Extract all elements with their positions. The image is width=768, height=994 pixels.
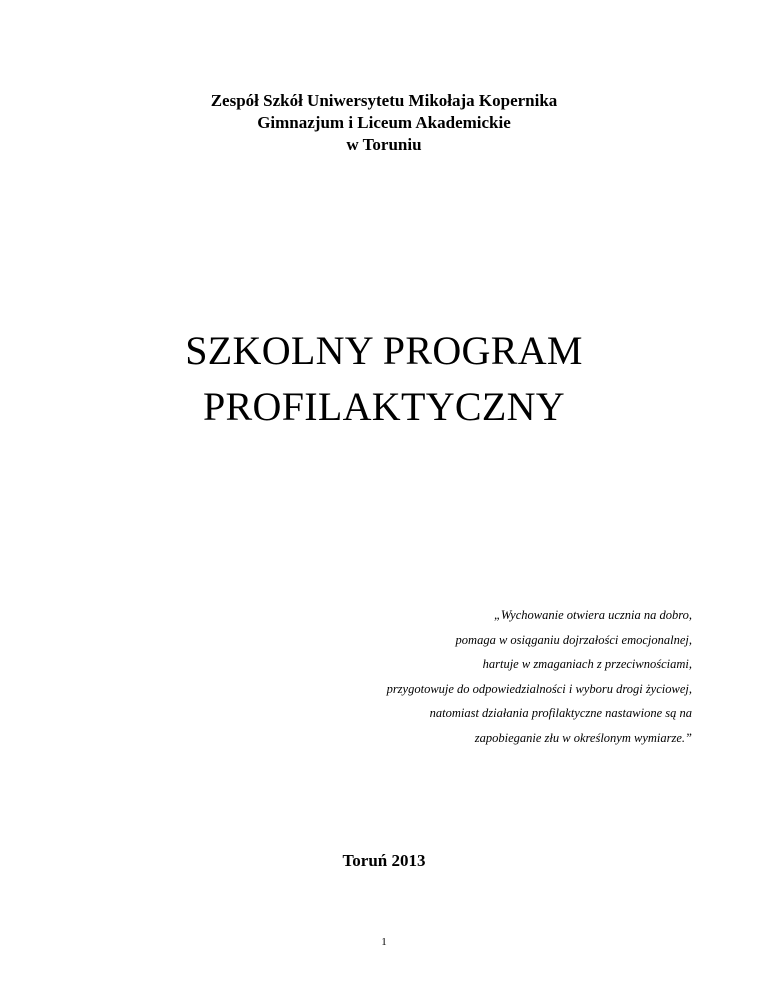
quote-line-3: hartuje w zmaganiach z przeciwnościami, <box>482 657 692 671</box>
title-line-2: PROFILAKTYCZNY <box>203 384 565 429</box>
epigraph-quote <box>172 603 692 750</box>
page-number: 1 <box>381 936 387 948</box>
institution-name-line: Zespół Szkół Uniwersytetu Mikołaja Kopernika <box>210 91 558 110</box>
quote-line-1: „Wychowanie otwiera ucznia na dobro, <box>493 608 692 622</box>
quote-line-5: natomiast działania profilaktyczne nastawione są na <box>429 706 692 720</box>
city-line: w Toruniu <box>346 135 422 154</box>
quote-line-4: przygotowuje do odpowiedzialności i wyboru drogi życiowej, <box>386 681 692 696</box>
title-line-1: SZKOLNY PROGRAM <box>185 328 583 373</box>
document-title <box>0 323 768 435</box>
place-and-date: Toruń 2013 <box>342 851 426 870</box>
institution-header <box>0 90 768 156</box>
quote-line-6: zapobieganie złu w określonym wymiarze.” <box>474 730 692 745</box>
quote-line-2: pomaga w osiąganiu dojrzałości emocjonalnej, <box>455 632 692 647</box>
school-name-line: Gimnazjum i Liceum Akademickie <box>257 113 511 132</box>
